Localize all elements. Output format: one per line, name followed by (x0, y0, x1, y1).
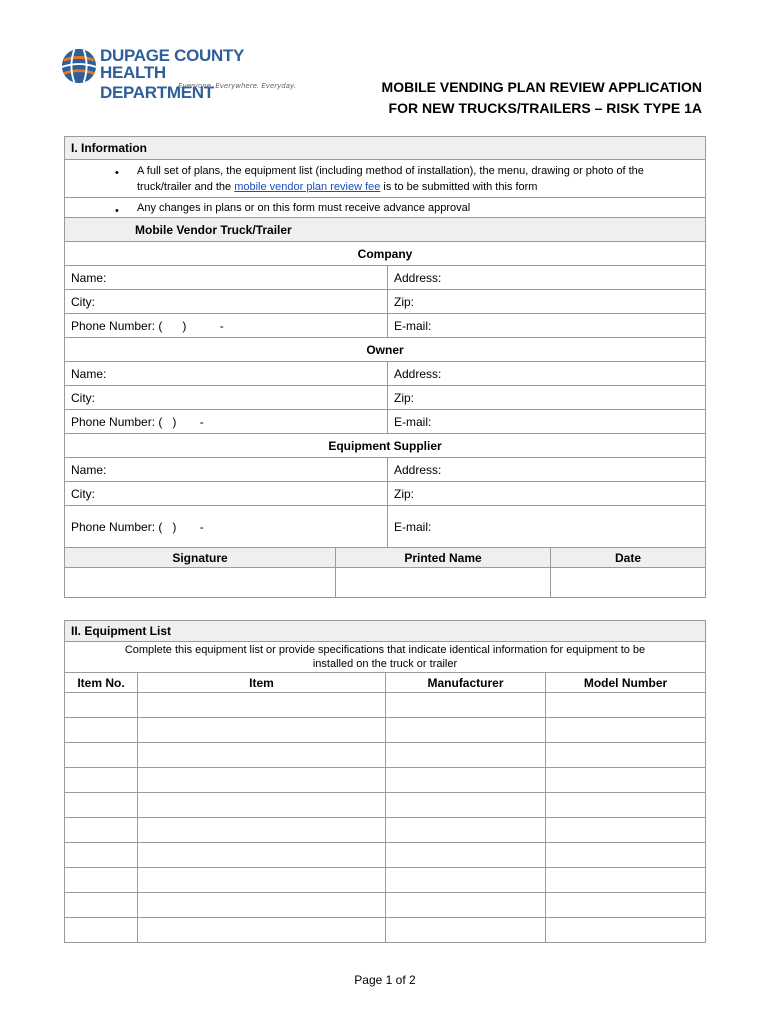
item-cell[interactable] (138, 868, 386, 893)
item-cell[interactable] (138, 818, 386, 843)
item-no-cell[interactable] (65, 768, 138, 793)
manufacturer-cell[interactable] (386, 893, 546, 918)
title-line-2: FOR NEW TRUCKS/TRAILERS – RISK TYPE 1A (388, 100, 702, 116)
item-cell[interactable] (138, 893, 386, 918)
company-city-field[interactable]: City: (65, 290, 388, 314)
item-cell[interactable] (138, 768, 386, 793)
bullet-icon: • (115, 167, 119, 179)
model-number-cell[interactable] (546, 793, 706, 818)
info-bullet-2 (65, 198, 706, 218)
table-row (65, 868, 706, 893)
item-no-cell[interactable] (65, 793, 138, 818)
supplier-zip-field[interactable]: Zip: (388, 482, 706, 506)
owner-address-field[interactable]: Address: (388, 362, 706, 386)
item-cell[interactable] (138, 793, 386, 818)
department-logo (60, 44, 296, 102)
item-cell[interactable] (138, 718, 386, 743)
page-number: Page 1 of 2 (354, 973, 416, 987)
model-number-cell[interactable] (546, 918, 706, 943)
manufacturer-cell[interactable] (386, 693, 546, 718)
manufacturer-cell[interactable] (386, 818, 546, 843)
item-no-cell[interactable] (65, 718, 138, 743)
section-2-header: II. Equipment List (65, 621, 706, 642)
info-bullet-1 (65, 160, 706, 198)
logo-line-2: HEALTH DEPARTMENT (100, 63, 214, 102)
table-row (65, 743, 706, 768)
signature-header: Signature (65, 548, 336, 568)
model-number-cell[interactable] (546, 893, 706, 918)
bullet-1-suffix: is to be submitted with this form (380, 180, 538, 193)
bullet-icon: • (115, 205, 119, 217)
manufacturer-cell[interactable] (386, 868, 546, 893)
supplier-address-field[interactable]: Address: (388, 458, 706, 482)
model-number-cell[interactable] (546, 868, 706, 893)
date-field[interactable] (551, 568, 706, 598)
item-no-cell[interactable] (65, 893, 138, 918)
model-number-header: Model Number (546, 673, 706, 693)
owner-name-field[interactable]: Name: (65, 362, 388, 386)
item-no-cell[interactable] (65, 693, 138, 718)
table-row (65, 693, 706, 718)
company-name-field[interactable]: Name: (65, 266, 388, 290)
table-row (65, 843, 706, 868)
manufacturer-cell[interactable] (386, 743, 546, 768)
printed-name-header: Printed Name (336, 548, 551, 568)
company-zip-field[interactable]: Zip: (388, 290, 706, 314)
manufacturer-cell[interactable] (386, 768, 546, 793)
table-row (65, 818, 706, 843)
item-cell[interactable] (138, 843, 386, 868)
owner-email-field[interactable]: E-mail: (388, 410, 706, 434)
item-cell[interactable] (138, 918, 386, 943)
supplier-email-field[interactable]: E-mail: (388, 506, 706, 548)
logo-tagline: Everyone. Everywhere. Everyday. (178, 82, 296, 90)
equipment-list-table (64, 620, 706, 943)
owner-phone-field[interactable]: Phone Number: ( ) - (65, 410, 388, 434)
supplier-heading: Equipment Supplier (65, 434, 706, 458)
item-no-header: Item No. (65, 673, 138, 693)
item-cell[interactable] (138, 743, 386, 768)
model-number-cell[interactable] (546, 693, 706, 718)
supplier-name-field[interactable]: Name: (65, 458, 388, 482)
information-table (64, 136, 706, 598)
manufacturer-cell[interactable] (386, 918, 546, 943)
printed-name-field[interactable] (336, 568, 551, 598)
manufacturer-header: Manufacturer (386, 673, 546, 693)
item-no-cell[interactable] (65, 868, 138, 893)
manufacturer-cell[interactable] (386, 843, 546, 868)
title-line-1: MOBILE VENDING PLAN REVIEW APPLICATION (381, 79, 702, 95)
bullet-1-text: A full set of plans, the equipment list (including method of installation), the menu, drawing or photo of the truck/trailer and the (137, 164, 644, 193)
document-title (382, 77, 702, 119)
item-no-cell[interactable] (65, 818, 138, 843)
table-row (65, 718, 706, 743)
item-no-cell[interactable] (65, 743, 138, 768)
item-header: Item (138, 673, 386, 693)
model-number-cell[interactable] (546, 818, 706, 843)
company-email-field[interactable]: E-mail: (388, 314, 706, 338)
table-row (65, 793, 706, 818)
table-row (65, 893, 706, 918)
item-no-cell[interactable] (65, 843, 138, 868)
model-number-cell[interactable] (546, 843, 706, 868)
owner-zip-field[interactable]: Zip: (388, 386, 706, 410)
date-header: Date (551, 548, 706, 568)
manufacturer-cell[interactable] (386, 793, 546, 818)
bullet-2-text: Any changes in plans or on this form must receive advance approval (137, 201, 471, 214)
logo-line-1: DUPAGE COUNTY (100, 46, 245, 65)
manufacturer-cell[interactable] (386, 718, 546, 743)
signature-field[interactable] (65, 568, 336, 598)
owner-heading: Owner (65, 338, 706, 362)
plan-review-fee-link[interactable]: mobile vendor plan review fee (234, 180, 381, 193)
supplier-city-field[interactable]: City: (65, 482, 388, 506)
model-number-cell[interactable] (546, 743, 706, 768)
model-number-cell[interactable] (546, 768, 706, 793)
item-cell[interactable] (138, 693, 386, 718)
table-row (65, 918, 706, 943)
owner-city-field[interactable]: City: (65, 386, 388, 410)
globe-icon (60, 47, 98, 85)
model-number-cell[interactable] (546, 718, 706, 743)
company-heading: Company (65, 242, 706, 266)
table-row (65, 768, 706, 793)
supplier-phone-field[interactable]: Phone Number: ( ) - (65, 506, 388, 548)
equipment-instructions: Complete this equipment list or provide specifications that indicate identical information for equipment to be installed on the truck or trailer (65, 642, 706, 673)
section-1-header: I. Information (65, 137, 706, 160)
company-phone-field[interactable]: Phone Number: ( ) - (65, 314, 388, 338)
company-address-field[interactable]: Address: (388, 266, 706, 290)
vehicle-type-label: Mobile Vendor Truck/Trailer (65, 218, 706, 242)
item-no-cell[interactable] (65, 918, 138, 943)
